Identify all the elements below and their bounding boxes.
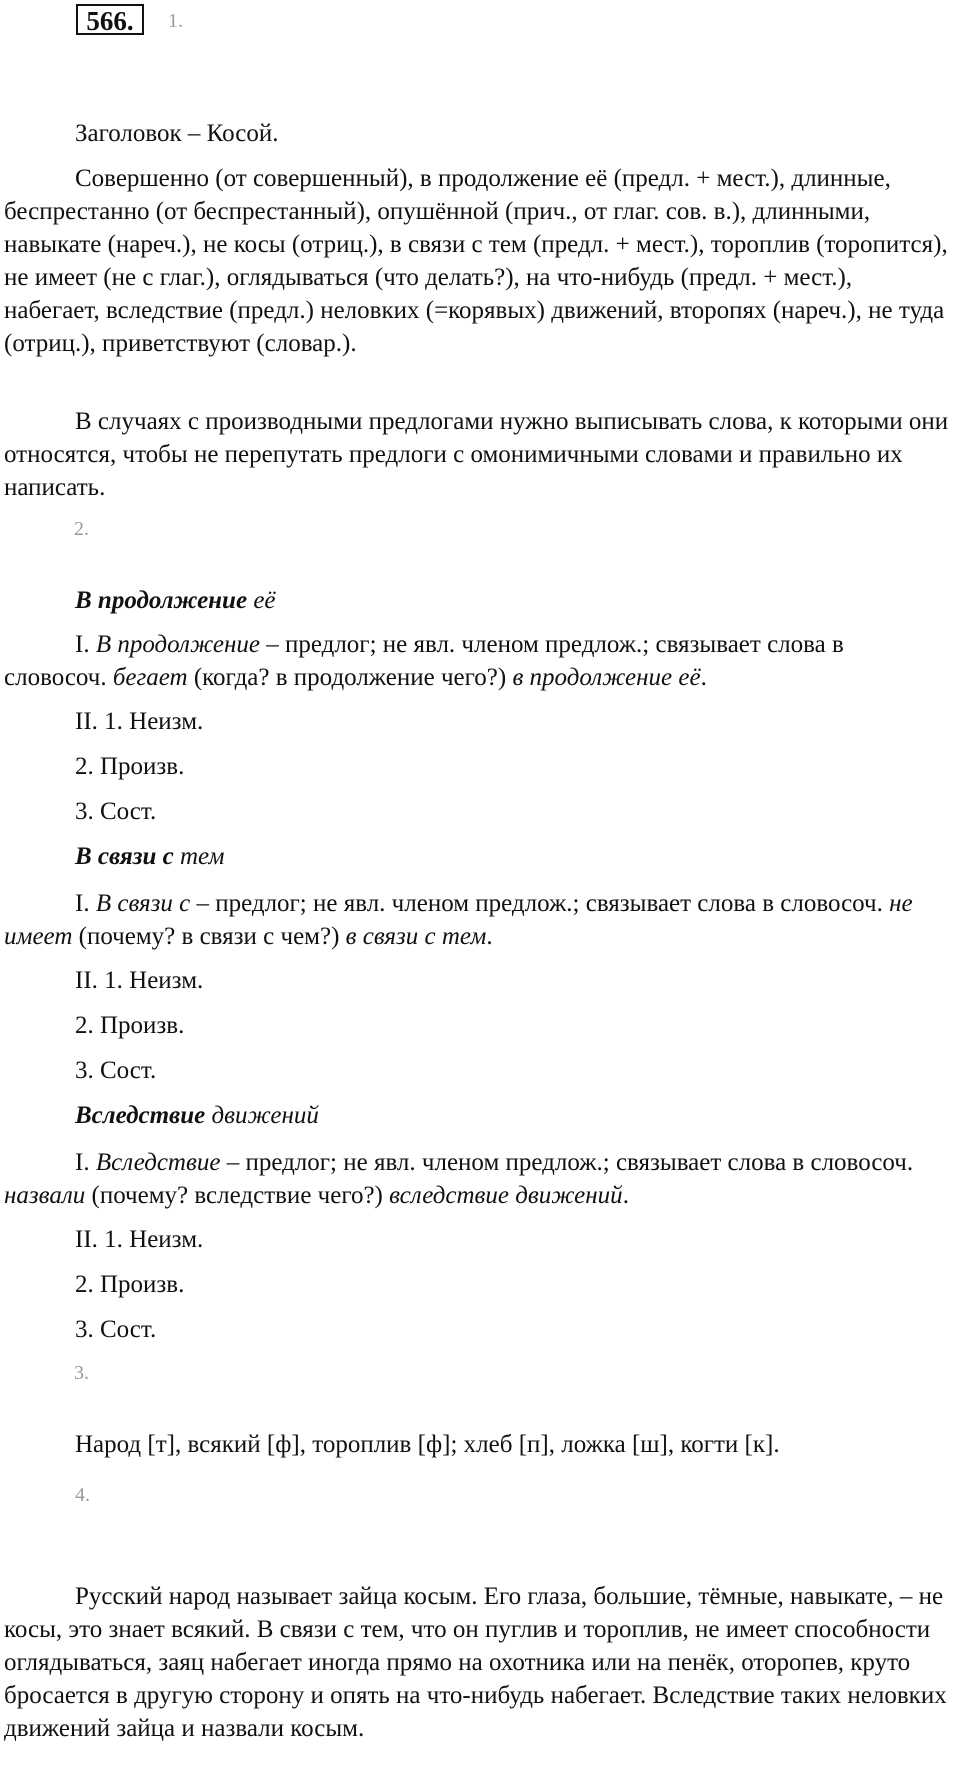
definition: – предлог; не явл. членом предлож.; связывает слова в словосоч. (4, 631, 844, 691)
block-heading (75, 584, 276, 617)
heading-rest: тем (180, 843, 225, 870)
marker-3: 3. (74, 1362, 89, 1384)
phrase: вследствие движений (389, 1182, 623, 1209)
heading-rest: её (253, 587, 276, 614)
heading-bold: В продолжение (75, 587, 248, 614)
block-paragraph: I. В продолжение – предлог; не явл. членом предлож.; связывает слова в словосоч. бегает (когда? в продолжение чего?) в продолжение её. (4, 631, 844, 691)
final-text-paragraph: Русский народ называет зайца косым. Его глаза, большие, тёмные, навыкате, – не косы, это знает всякий. В связи с тем, что он пуглив и тороплив, не имеет способности оглядываться, заяц набегает иногда прямо на охотника или на пенёк, оторопев, круто бросается в другую сторону и опять на что-нибудь набегает. Вследствие таких неловких движений зайца и назвали косым. (4, 1583, 947, 1742)
heading-bold: В связи с (75, 843, 174, 870)
list-item: II. 1. Неизм. (75, 1226, 204, 1253)
phrase: в продолжение её (512, 664, 701, 691)
roman-one: I. (75, 890, 90, 917)
marker-1: 1. (168, 10, 183, 32)
term: В связи с (95, 890, 191, 917)
definition: – предлог; не явл. членом предлож.; связывает слова в словосоч. (196, 890, 883, 917)
question: (почему? вследствие чего?) (91, 1182, 383, 1209)
list-item: 2. Произв. (75, 1271, 185, 1298)
heading-rest: движений (211, 1102, 319, 1129)
roman-one: I. (75, 631, 90, 658)
block-heading (75, 1099, 319, 1132)
list-item: II. 1. Неизм. (75, 967, 204, 994)
title-line: Заголовок – Косой. (75, 120, 279, 147)
note-paragraph: В случаях с производными предлогами нужно выписывать слова, к которыми они относятся, чтобы не перепутать предлоги с омонимичными словами и правильно их написать. (4, 408, 949, 501)
question: (почему? в связи с чем?) (78, 923, 340, 950)
marker-4: 4. (75, 1484, 90, 1506)
exercise-number: 566. (76, 4, 144, 35)
analysis-paragraph: Совершенно (от совершенный), в продолжение её (предл. + мест.), длинные, беспрестанно (от беспрестанный), опушённой (прич., от глаг. сов. в.), длинными, навыкате (нареч.), не косы (отриц.), в связи с тем (предл. + мест.), тороплив (торопится), не имеет (не с глаг.), оглядываться (что делать?), на что-нибудь (предл. + мест.), набегает, вследствие (предл.) неловких (=корявых) движений, второпях (нареч.), не туда (отриц.), приветствуют (словар.). (4, 165, 948, 357)
block-heading (75, 840, 224, 873)
roman-one: I. (75, 1149, 90, 1176)
block-paragraph: I. В связи с – предлог; не явл. членом предлож.; связывает слова в словосоч. не имеет (почему? в связи с чем?) в связи с тем. (4, 890, 913, 950)
main-word: бегает (112, 664, 188, 691)
question: (когда? в продолжение чего?) (193, 664, 507, 691)
heading-bold: Вследствие (75, 1102, 206, 1129)
list-item: 2. Произв. (75, 753, 185, 780)
main-word: назвали (4, 1182, 86, 1209)
phonetics-line: Народ [т], всякий [ф], тороплив [ф]; хлеб [п], ложка [ш], когти [к]. (75, 1431, 780, 1458)
list-item: 2. Произв. (75, 1012, 185, 1039)
phrase: в связи с тем (345, 923, 487, 950)
block-paragraph: I. Вследствие – предлог; не явл. членом предлож.; связывает слова в словосоч. назвали (почему? вследствие чего?) вследствие движений. (4, 1149, 914, 1209)
list-item: 3. Сост. (75, 798, 157, 825)
term: В продолжение (95, 631, 260, 658)
list-item: 3. Сост. (75, 1316, 157, 1343)
marker-2: 2. (74, 518, 89, 540)
term: Вследствие (95, 1149, 221, 1176)
list-item: II. 1. Неизм. (75, 708, 204, 735)
main-word: не имеет (4, 890, 913, 950)
list-item: 3. Сост. (75, 1057, 157, 1084)
definition: – предлог; не явл. членом предлож.; связывает слова в словосоч. (226, 1149, 914, 1176)
